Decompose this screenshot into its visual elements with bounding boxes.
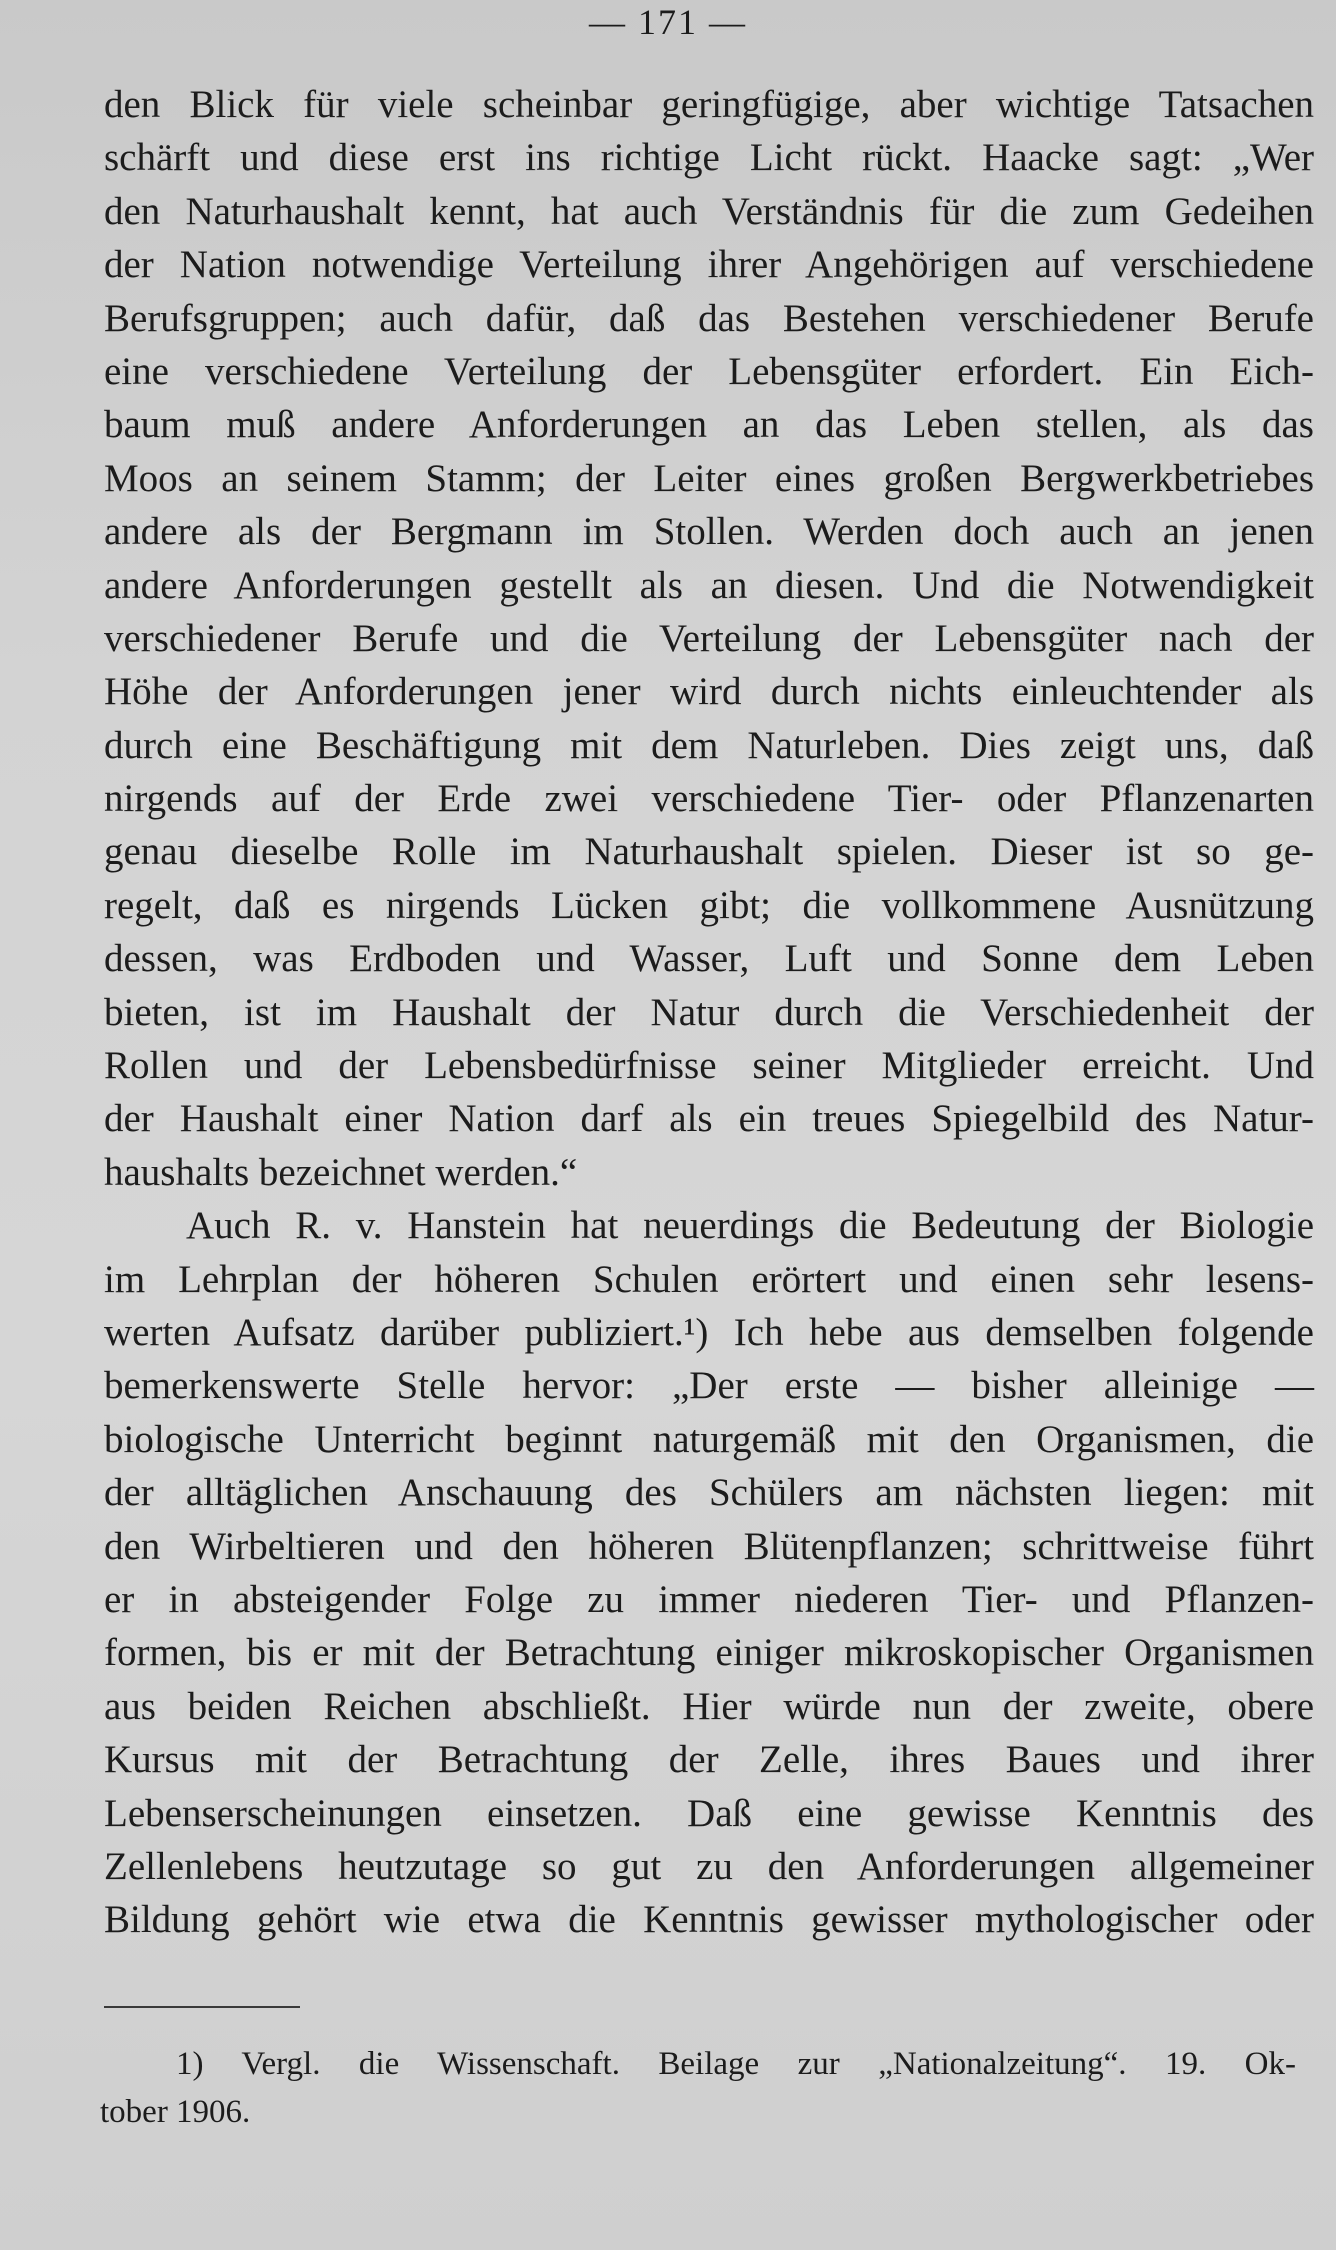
text-line: Kursus mit der Betrachtung der Zelle, ihres Baues und ihrer xyxy=(104,1738,1314,1782)
text-line: biologische Unterricht beginnt naturgemäß mit den Organismen, die xyxy=(104,1417,1314,1461)
text-line: den Blick für viele scheinbar geringfügige, aber wichtige Tatsachen xyxy=(104,83,1314,126)
text-line: eine verschiedene Verteilung der Lebensgüter erfordert. Ein Eich- xyxy=(104,349,1314,393)
text-line: genau dieselbe Rolle im Naturhaushalt spielen. Dieser ist so ge- xyxy=(104,830,1314,874)
text-line: Bildung gehört wie etwa die Kenntnis gewisser mythologischer oder xyxy=(104,1898,1314,1942)
text-line: der Nation notwendige Verteilung ihrer Angehörigen auf verschiedene xyxy=(104,243,1314,287)
text-line: andere als der Bergmann im Stollen. Werden doch auch an jenen xyxy=(104,510,1314,554)
text-line: bemerkenswerte Stelle hervor: „Der erste — bisher alleinige — xyxy=(104,1364,1314,1408)
text-line: schärft und diese erst ins richtige Licht rückt. Haacke sagt: „Wer xyxy=(104,136,1314,180)
footnote-line: 1) Vergl. die Wissenschaft. Beilage zur „Nationalzeitung“. 19. Ok- xyxy=(176,2046,1296,2082)
text-line: der alltäglichen Anschauung des Schülers am nächsten liegen: mit xyxy=(104,1471,1314,1515)
body-text xyxy=(104,78,1314,1947)
paragraph-start-line: Auch R. v. Hanstein hat neuerdings die Bedeutung der Biologie xyxy=(186,1204,1314,1248)
text-line: den Naturhaushalt kennt, hat auch Verständnis für die zum Gedeihen xyxy=(104,189,1314,233)
paragraph-end-line: haushalts bezeichnet werden.“ xyxy=(104,1150,578,1194)
text-line: Rollen und der Lebensbedürfnisse seiner Mitglieder erreicht. Und xyxy=(104,1044,1314,1088)
text-line: regelt, daß es nirgends Lücken gibt; die vollkommene Ausnützung xyxy=(104,883,1314,927)
text-line: der Haushalt einer Nation darf als ein treues Spiegelbild des Natur- xyxy=(104,1097,1314,1141)
text-line: andere Anforderungen gestellt als an diesen. Und die Notwendigkeit xyxy=(104,563,1314,607)
footnote xyxy=(100,2040,1296,2136)
text-line: Lebenserscheinungen einsetzen. Daß eine gewisse Kenntnis des xyxy=(104,1791,1314,1835)
text-line: Höhe der Anforderungen jener wird durch nichts einleuchtender als xyxy=(104,670,1314,714)
page-number: — 171 — xyxy=(589,2,747,42)
text-line: nirgends auf der Erde zwei verschiedene Tier- oder Pflanzenarten xyxy=(104,777,1314,821)
text-line: im Lehrplan der höheren Schulen erörtert und einen sehr lesens- xyxy=(104,1257,1314,1301)
text-line: den Wirbeltieren und den höheren Blütenpflanzen; schrittweise führt xyxy=(104,1524,1314,1568)
text-line: er in absteigender Folge zu immer niederen Tier- und Pflanzen- xyxy=(104,1577,1314,1621)
text-line: Moos an seinem Stamm; der Leiter eines großen Bergwerkbetriebes xyxy=(104,456,1314,500)
text-line: verschiedener Berufe und die Verteilung der Lebensgüter nach der xyxy=(104,616,1314,660)
text-line: werten Aufsatz darüber publiziert.¹) Ich hebe aus demselben folgende xyxy=(104,1310,1314,1354)
text-line: aus beiden Reichen abschließt. Hier würde nun der zweite, obere xyxy=(104,1684,1314,1728)
text-line: Zellenlebens heutzutage so gut zu den Anforderungen allgemeiner xyxy=(104,1844,1314,1888)
text-line: bieten, ist im Haushalt der Natur durch die Verschiedenheit der xyxy=(104,990,1314,1034)
text-line: formen, bis er mit der Betrachtung einiger mikroskopischer Organismen xyxy=(104,1631,1314,1675)
text-line: dessen, was Erdboden und Wasser, Luft und Sonne dem Leben xyxy=(104,937,1314,981)
text-line: baum muß andere Anforderungen an das Leben stellen, als das xyxy=(104,403,1314,447)
footnote-line: tober 1906. xyxy=(100,2094,251,2130)
text-line: Berufsgruppen; auch dafür, daß das Bestehen verschiedener Berufe xyxy=(104,296,1314,340)
footnote-divider xyxy=(104,2006,300,2008)
text-line: durch eine Beschäftigung mit dem Naturleben. Dies zeigt uns, daß xyxy=(104,723,1314,767)
